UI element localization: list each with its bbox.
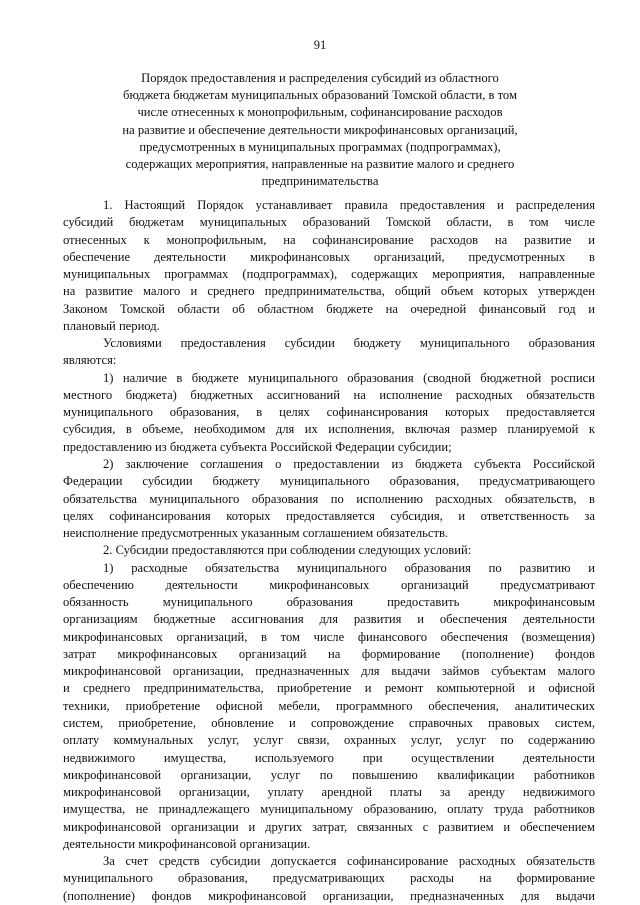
paragraph-line: За счет средств субсидии допускается софинансирование расходных обязательств	[103, 854, 595, 869]
document-body	[63, 197, 595, 905]
paragraph-line: (пополнение) фондов микрофинансовой организации, предназначенных для выдачи	[63, 888, 595, 903]
paragraph-line: целях софинансирования которых предоставляется субсидия, и ответственность за	[63, 508, 595, 523]
paragraph	[63, 370, 595, 456]
paragraph	[63, 197, 595, 335]
paragraph-line: обязательства муниципального образования по исполнению расходных обязательств, в	[63, 491, 595, 506]
paragraph-line: плановый период.	[63, 318, 160, 333]
paragraph-line: микрофинансовой организации, уплату арендной платы за аренду недвижимого	[63, 785, 595, 800]
paragraph-line: микрофинансовой организации и других затрат, связанных с развитием и обеспечением	[63, 819, 595, 834]
paragraph	[63, 542, 595, 559]
paragraph-line: 2) заключение соглашения о предоставлении из бюджета субъекта Российской	[103, 456, 595, 471]
paragraph-line: неисполнение предусмотренных указанным соглашением обязательств.	[63, 526, 449, 541]
paragraph-line: микрофинансовой организации, услуг по повышению квалификации работников	[63, 767, 595, 782]
paragraph-line: субсидия, в объеме, необходимом для их исполнения, включая размер планируемой к	[63, 422, 595, 437]
paragraph	[63, 335, 595, 370]
paragraph-line: систем, приобретение, обновление и сопровождение справочных правовых систем,	[63, 715, 595, 730]
paragraph	[63, 853, 595, 905]
paragraph-line: организациям бюджетные ассигнования для развития и обеспечения деятельности	[63, 612, 595, 627]
page-number: 91	[313, 38, 327, 52]
paragraph-line: на развитие малого и среднего предпринимательства, общий объем которых утвержден	[63, 284, 595, 299]
paragraph-line: 2. Субсидии предоставляются при соблюдении следующих условий:	[103, 543, 472, 558]
paragraph-line: являются:	[63, 353, 117, 368]
title-line: на развитие и обеспечение деятельности микрофинансовых организаций,	[122, 122, 518, 137]
paragraph-line: техники, приобретение офисной мебели, программного обеспечения, аналитических	[63, 698, 595, 713]
title-line: предпринимательства	[261, 174, 379, 189]
paragraph-line: микрофинансовых организаций, в том числе финансового обеспечения (возмещения)	[63, 629, 595, 644]
paragraph-line: оплату коммунальных услуг, услуг связи, охранных услуг, услуг по содержанию	[63, 733, 595, 748]
paragraph-line: местного бюджета) бюджетных ассигнований на исполнение расходных обязательств	[63, 387, 595, 402]
paragraph-line: имущества, не принадлежащего муниципальному образованию, оплату труда работников	[63, 802, 595, 817]
paragraph-line: обеспечение деятельности микрофинансовых организаций, предусмотренных в	[63, 249, 595, 264]
title-line: числе отнесенных к монопрофильным, софинансирование расходов	[137, 105, 503, 120]
paragraph-line: муниципальных программах (подпрограммах), содержащих мероприятия, направленные	[63, 267, 595, 282]
paragraph-line: микрофинансовой организации, предназначенных для выдачи займов субъектам малого	[63, 664, 595, 679]
paragraph-line: 1) расходные обязательства муниципального образования по развитию и	[103, 560, 595, 575]
paragraph-line: предоставлению из бюджета субъекта Российской Федерации субсидии;	[63, 439, 452, 454]
paragraph-line: субсидий бюджетам муниципальных образований Томской области, в том числе	[63, 215, 595, 230]
paragraph-line: муниципального образования, предусматривающих расходы на формирование	[63, 871, 595, 886]
paragraph-line: Условиями предоставления субсидии бюджету муниципального образования	[103, 336, 595, 351]
paragraph-line: Законом Томской области об областном бюджете на очередной финансовый год и	[63, 301, 595, 316]
paragraph-line: деятельности микрофинансовой организации.	[63, 836, 311, 851]
paragraph-line: обеспечению деятельности микрофинансовых организаций предусматривают	[63, 577, 595, 592]
paragraph	[63, 560, 595, 854]
paragraph-line: отнесенных к монопрофильным, на софинансирование расходов на развитие и	[63, 232, 595, 247]
document-title	[70, 70, 570, 190]
paragraph-line: Федерации субсидии бюджету муниципального образования, предусматривающего	[63, 474, 595, 489]
paragraph-line: муниципального образования, в целях софинансирования которых предоставляется	[63, 405, 595, 420]
paragraph	[63, 456, 595, 542]
title-line: бюджета бюджетам муниципальных образований Томской области, в том	[123, 88, 517, 103]
paragraph-line: недвижимого имущества, используемого при осуществлении деятельности	[63, 750, 595, 765]
paragraph-line: и среднего предпринимательства, приобретение и ремонт компьютерной и офисной	[63, 681, 595, 696]
title-line: содержащих мероприятия, направленные на развитие малого и среднего	[125, 157, 515, 172]
paragraph-line: затрат микрофинансовых организаций на формирование (пополнение) фондов	[63, 646, 595, 661]
paragraph-line: 1. Настоящий Порядок устанавливает правила предоставления и распределения	[103, 198, 595, 212]
paragraph-line: 1) наличие в бюджете муниципального образования (сводной бюджетной росписи	[103, 370, 595, 385]
title-line: Порядок предоставления и распределения субсидий из областного	[141, 71, 499, 85]
title-line: предусмотренных в муниципальных программах (подпрограммах),	[139, 139, 501, 154]
paragraph-line: обязанность муниципального образования предоставить микрофинансовым	[63, 595, 595, 610]
